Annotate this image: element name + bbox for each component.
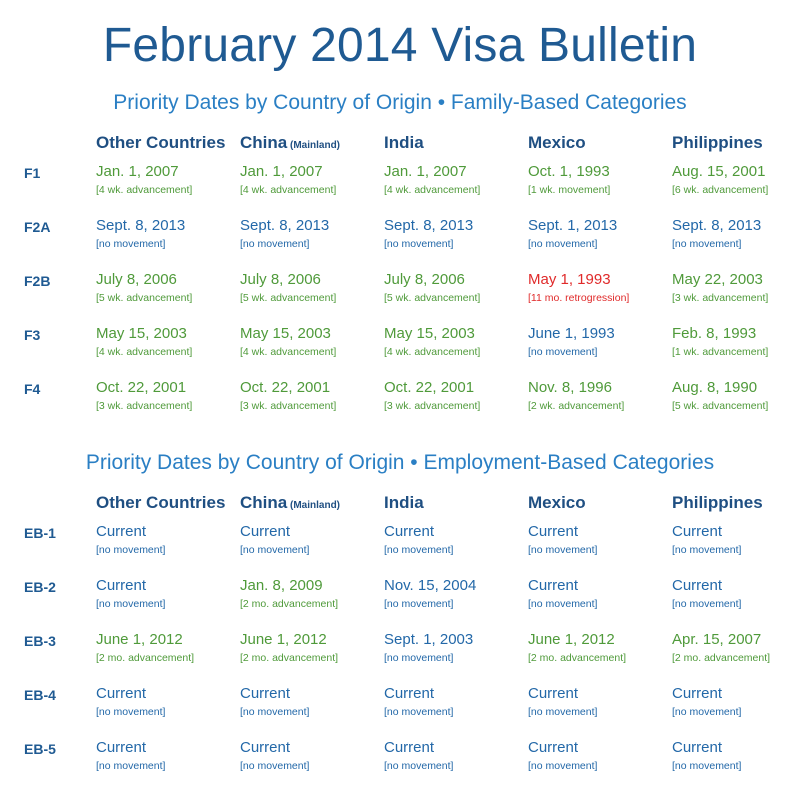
table-cell xyxy=(528,163,610,197)
priority-date: June 1, 2012 xyxy=(528,631,615,648)
movement-note: [no movement] xyxy=(240,706,310,718)
priority-date: Apr. 15, 2007 xyxy=(672,631,762,648)
movement-note: [no movement] xyxy=(384,652,454,664)
priority-date: Jan. 8, 2009 xyxy=(240,577,323,594)
priority-date: Nov. 8, 1996 xyxy=(528,379,612,396)
column-header-name: Mexico xyxy=(528,493,586,512)
priority-date: July 8, 2006 xyxy=(240,271,321,288)
priority-date: Current xyxy=(528,739,579,756)
row-label: F3 xyxy=(24,327,41,343)
table-cell xyxy=(672,163,768,197)
priority-date: June 1, 2012 xyxy=(96,631,183,648)
row-label: F2B xyxy=(24,273,51,289)
priority-date: Oct. 22, 2001 xyxy=(240,379,331,396)
page-title: February 2014 Visa Bulletin xyxy=(102,19,698,72)
movement-note: [4 wk. advancement] xyxy=(384,346,481,358)
movement-note: [2 mo. advancement] xyxy=(96,652,195,664)
family-section-subtitle: Priority Dates by Country of Origin • Family-Based Categories xyxy=(113,91,687,114)
priority-date: Sept. 1, 2013 xyxy=(528,217,618,234)
movement-note: [11 mo. retrogression] xyxy=(528,292,630,304)
table-cell xyxy=(240,217,329,251)
table-cell xyxy=(96,631,194,665)
movement-note: [3 wk. advancement] xyxy=(672,292,769,304)
table-cell xyxy=(384,631,473,665)
movement-note: [2 mo. advancement] xyxy=(240,598,339,610)
priority-date: Current xyxy=(672,523,723,540)
movement-note: [no movement] xyxy=(528,346,598,358)
row-label: EB-1 xyxy=(24,525,56,541)
priority-date: Jan. 1, 2007 xyxy=(240,163,323,180)
table-cell xyxy=(528,523,597,557)
priority-date: Current xyxy=(672,577,723,594)
priority-date: Current xyxy=(96,739,147,756)
priority-date: Current xyxy=(672,685,723,702)
priority-date: Oct. 22, 2001 xyxy=(96,379,187,396)
table-cell xyxy=(672,577,741,611)
movement-note: [2 wk. advancement] xyxy=(528,400,625,412)
employment-section-subtitle: Priority Dates by Country of Origin • Employment-Based Categories xyxy=(85,451,715,474)
movement-note: [no movement] xyxy=(384,760,454,772)
priority-date: Current xyxy=(240,523,291,540)
priority-date: Oct. 22, 2001 xyxy=(384,379,475,396)
priority-date: Current xyxy=(96,523,147,540)
table-cell xyxy=(240,163,336,197)
movement-note: [4 wk. advancement] xyxy=(384,184,481,196)
movement-note: [no movement] xyxy=(672,598,742,610)
priority-date: Current xyxy=(240,739,291,756)
movement-note: [no movement] xyxy=(384,544,454,556)
priority-date: Current xyxy=(672,739,723,756)
movement-note: [5 wk. advancement] xyxy=(96,292,193,304)
table-cell xyxy=(384,217,473,251)
movement-note: [5 wk. advancement] xyxy=(240,292,337,304)
column-header-suffix: (Mainland) xyxy=(287,500,341,511)
table-cell xyxy=(240,631,338,665)
column-header-name: Mexico xyxy=(528,133,586,152)
priority-date: May 15, 2003 xyxy=(384,325,475,342)
movement-note: [no movement] xyxy=(384,706,454,718)
movement-note: [no movement] xyxy=(96,238,166,250)
row-label: EB-4 xyxy=(24,687,56,703)
table-cell xyxy=(528,379,624,413)
priority-date: Aug. 15, 2001 xyxy=(672,163,766,180)
table-cell xyxy=(240,523,309,557)
priority-date: Aug. 8, 1990 xyxy=(672,379,758,396)
table-cell xyxy=(528,685,597,719)
table-cell xyxy=(384,577,476,611)
movement-note: [no movement] xyxy=(528,238,598,250)
row-label: EB-2 xyxy=(24,579,56,595)
priority-date: Feb. 8, 1993 xyxy=(672,325,757,342)
table-cell xyxy=(384,379,480,413)
table-cell xyxy=(96,217,185,251)
priority-date: Current xyxy=(240,685,291,702)
movement-note: [no movement] xyxy=(672,238,742,250)
table-cell xyxy=(96,685,165,719)
priority-date: Current xyxy=(384,685,435,702)
table-cell xyxy=(96,523,165,557)
movement-note: [1 wk. advancement] xyxy=(672,346,769,358)
movement-note: [4 wk. advancement] xyxy=(240,184,337,196)
priority-date: Current xyxy=(384,739,435,756)
column-header xyxy=(240,133,340,156)
priority-date: May 15, 2003 xyxy=(240,325,331,342)
movement-note: [no movement] xyxy=(240,238,310,250)
column-header xyxy=(96,493,225,513)
priority-date: Current xyxy=(384,523,435,540)
table-cell xyxy=(528,325,615,359)
priority-date: May 1, 1993 xyxy=(528,271,611,288)
priority-date: Sept. 8, 2013 xyxy=(240,217,330,234)
priority-date: Sept. 8, 2013 xyxy=(672,217,762,234)
movement-note: [no movement] xyxy=(240,544,310,556)
column-header-name: China xyxy=(240,493,288,512)
table-cell xyxy=(672,271,768,305)
table-cell xyxy=(528,631,626,665)
column-header xyxy=(672,133,763,153)
movement-note: [6 wk. advancement] xyxy=(672,184,769,196)
movement-note: [1 wk. movement] xyxy=(528,184,611,196)
column-header xyxy=(240,493,340,516)
movement-note: [no movement] xyxy=(384,238,454,250)
movement-note: [no movement] xyxy=(384,598,454,610)
priority-date: June 1, 2012 xyxy=(240,631,327,648)
column-header-name: India xyxy=(384,133,424,152)
table-cell xyxy=(240,379,336,413)
column-header-name: Other Countries xyxy=(96,493,226,512)
table-cell xyxy=(96,577,165,611)
column-header-suffix: (Mainland) xyxy=(287,140,341,151)
movement-note: [2 mo. advancement] xyxy=(240,652,339,664)
table-cell xyxy=(240,271,336,305)
priority-date: Current xyxy=(528,685,579,702)
priority-date: Jan. 1, 2007 xyxy=(96,163,179,180)
priority-date: Current xyxy=(528,577,579,594)
movement-note: [no movement] xyxy=(528,544,598,556)
table-cell xyxy=(96,379,192,413)
movement-note: [no movement] xyxy=(528,706,598,718)
column-header-name: Philippines xyxy=(672,493,763,512)
table-cell xyxy=(672,523,741,557)
column-header xyxy=(528,493,586,513)
row-label: F2A xyxy=(24,219,51,235)
column-header xyxy=(384,493,424,513)
movement-note: [4 wk. advancement] xyxy=(240,346,337,358)
column-header xyxy=(528,133,586,153)
table-cell xyxy=(240,325,336,359)
priority-date: Sept. 1, 2003 xyxy=(384,631,474,648)
movement-note: [2 mo. advancement] xyxy=(528,652,627,664)
movement-note: [5 wk. advancement] xyxy=(672,400,769,412)
table-cell xyxy=(384,685,453,719)
row-label: EB-3 xyxy=(24,633,56,649)
table-cell xyxy=(384,739,453,773)
table-cell xyxy=(672,325,768,359)
table-cell xyxy=(672,685,741,719)
column-header xyxy=(384,133,424,153)
table-cell xyxy=(96,325,192,359)
table-cell xyxy=(528,217,617,251)
column-header xyxy=(672,493,763,513)
movement-note: [no movement] xyxy=(672,544,742,556)
table-cell xyxy=(384,325,480,359)
priority-date: Current xyxy=(96,685,147,702)
movement-note: [3 wk. advancement] xyxy=(96,400,193,412)
priority-date: July 8, 2006 xyxy=(96,271,177,288)
table-cell xyxy=(96,739,165,773)
table-cell xyxy=(528,739,597,773)
row-label: EB-5 xyxy=(24,741,56,757)
priority-date: Current xyxy=(528,523,579,540)
table-cell xyxy=(96,163,192,197)
movement-note: [2 mo. advancement] xyxy=(672,652,771,664)
priority-date: July 8, 2006 xyxy=(384,271,465,288)
movement-note: [3 wk. advancement] xyxy=(240,400,337,412)
table-cell xyxy=(384,163,480,197)
table-cell xyxy=(672,739,741,773)
movement-note: [no movement] xyxy=(96,760,166,772)
column-header-name: China xyxy=(240,133,288,152)
movement-note: [no movement] xyxy=(96,544,166,556)
row-label: F4 xyxy=(24,381,41,397)
table-cell xyxy=(672,379,768,413)
priority-date: Oct. 1, 1993 xyxy=(528,163,610,180)
movement-note: [no movement] xyxy=(528,760,598,772)
table-cell xyxy=(240,577,338,611)
column-header-name: India xyxy=(384,493,424,512)
table-cell xyxy=(672,631,770,665)
table-cell xyxy=(672,217,761,251)
movement-note: [no movement] xyxy=(96,706,166,718)
table-cell xyxy=(528,577,597,611)
movement-note: [4 wk. advancement] xyxy=(96,346,193,358)
priority-date: Current xyxy=(96,577,147,594)
priority-date: May 22, 2003 xyxy=(672,271,763,288)
movement-note: [no movement] xyxy=(96,598,166,610)
table-cell xyxy=(96,271,192,305)
table-cell xyxy=(384,271,480,305)
priority-date: May 15, 2003 xyxy=(96,325,187,342)
movement-note: [4 wk. advancement] xyxy=(96,184,193,196)
column-header xyxy=(96,133,225,153)
priority-date: June 1, 1993 xyxy=(528,325,615,342)
movement-note: [no movement] xyxy=(240,760,310,772)
table-cell xyxy=(240,685,309,719)
priority-date: Sept. 8, 2013 xyxy=(384,217,474,234)
movement-note: [5 wk. advancement] xyxy=(384,292,481,304)
column-header-name: Other Countries xyxy=(96,133,226,152)
row-label: F1 xyxy=(24,165,41,181)
priority-date: Jan. 1, 2007 xyxy=(384,163,467,180)
priority-date: Nov. 15, 2004 xyxy=(384,577,477,594)
column-header-name: Philippines xyxy=(672,133,763,152)
movement-note: [no movement] xyxy=(528,598,598,610)
movement-note: [no movement] xyxy=(672,760,742,772)
movement-note: [3 wk. advancement] xyxy=(384,400,481,412)
table-cell xyxy=(384,523,453,557)
movement-note: [no movement] xyxy=(672,706,742,718)
table-cell xyxy=(240,739,309,773)
table-cell xyxy=(528,271,629,305)
priority-date: Sept. 8, 2013 xyxy=(96,217,186,234)
